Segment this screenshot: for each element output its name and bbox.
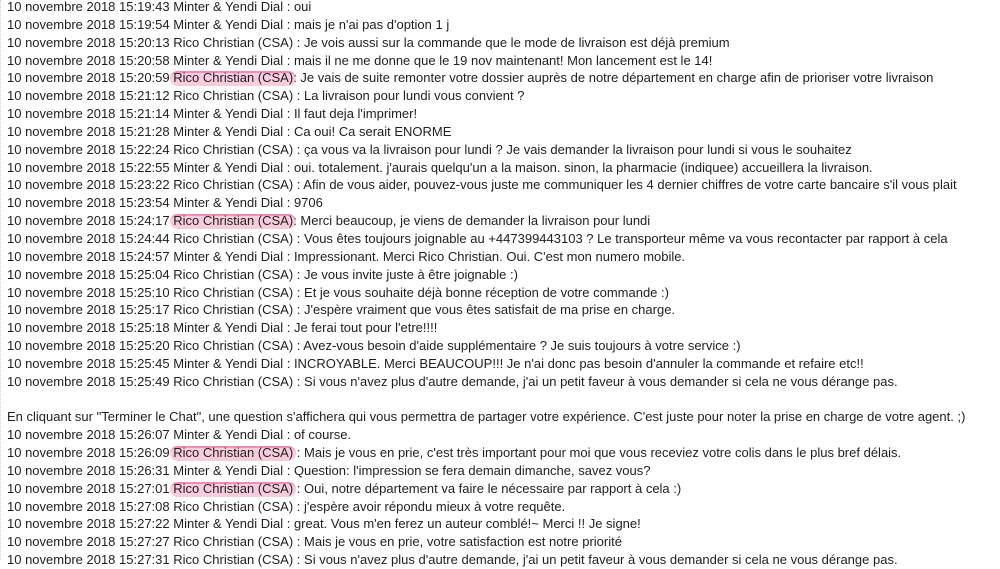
message-text: : oui bbox=[283, 0, 312, 14]
sender-name bbox=[173, 231, 293, 246]
chat-message bbox=[7, 319, 997, 337]
message-timestamp: 10 novembre 2018 15:25:20 bbox=[7, 338, 170, 354]
message-timestamp: 10 novembre 2018 15:22:24 bbox=[7, 141, 170, 157]
highlighted-sender-name bbox=[173, 70, 293, 85]
sender-name bbox=[173, 302, 293, 317]
sender-name bbox=[173, 267, 293, 282]
chat-message bbox=[7, 284, 997, 302]
message-timestamp: 10 novembre 2018 15:23:54 bbox=[7, 195, 170, 211]
message-text: : Si vous n'avez plus d'autre demande, j'ai un petit faveur à vous demander si cela ne vous dérange pas. bbox=[293, 373, 898, 389]
message-timestamp: 10 novembre 2018 15:27:27 bbox=[7, 534, 170, 550]
message-timestamp: 10 novembre 2018 15:22:55 bbox=[7, 159, 170, 175]
sender-name bbox=[173, 249, 283, 264]
chat-message bbox=[7, 141, 997, 159]
chat-log-part-1 bbox=[7, 0, 997, 391]
chat-message bbox=[7, 480, 997, 498]
chat-message bbox=[7, 533, 997, 551]
message-text: : mais je n'ai pas d'option 1 j bbox=[283, 16, 450, 32]
sender-label: Minter & Yendi Dial bbox=[173, 462, 284, 478]
sender-label: Minter & Yendi Dial bbox=[173, 355, 284, 371]
message-timestamp: 10 novembre 2018 15:25:45 bbox=[7, 355, 170, 371]
message-timestamp: 10 novembre 2018 15:27:22 bbox=[7, 516, 170, 532]
sender-label: Minter & Yendi Dial bbox=[173, 123, 284, 139]
message-timestamp: 10 novembre 2018 15:20:58 bbox=[7, 52, 170, 68]
sender-name bbox=[173, 106, 283, 121]
sender-label: Rico Christian (CSA) bbox=[173, 480, 294, 496]
sender-label: Rico Christian (CSA) bbox=[173, 338, 294, 354]
message-text: : Question: l'impression se fera demain dimanche, savez vous? bbox=[283, 462, 651, 478]
sender-name bbox=[173, 53, 283, 68]
sender-name bbox=[173, 17, 283, 32]
chat-message bbox=[7, 87, 997, 105]
sender-label: Minter & Yendi Dial bbox=[173, 52, 284, 68]
highlighted-sender-name bbox=[173, 445, 293, 460]
chat-message bbox=[7, 515, 997, 533]
sender-name bbox=[173, 427, 283, 442]
message-text: : Merci beaucoup, je viens de demander la livraison pour lundi bbox=[293, 213, 651, 229]
message-text: : 9706 bbox=[283, 195, 323, 211]
sender-label: Rico Christian (CSA) bbox=[173, 302, 294, 318]
message-text: : Je vois aussi sur la commande que le mode de livraison est déjà premium bbox=[293, 34, 730, 50]
sender-name bbox=[173, 356, 283, 371]
message-text: : Impressionant. Merci Rico Christian. Oui. C'est mon numero mobile. bbox=[283, 248, 686, 264]
sender-label: Minter & Yendi Dial bbox=[173, 248, 284, 264]
message-timestamp: 10 novembre 2018 15:21:12 bbox=[7, 88, 170, 104]
sender-label: Rico Christian (CSA) bbox=[173, 141, 294, 157]
sender-name bbox=[173, 374, 293, 389]
chat-message bbox=[7, 123, 997, 141]
sender-name bbox=[173, 516, 283, 531]
sender-label: Rico Christian (CSA) bbox=[173, 445, 294, 461]
sender-name bbox=[173, 338, 293, 353]
sender-name bbox=[173, 320, 283, 335]
message-timestamp: 10 novembre 2018 15:26:07 bbox=[7, 427, 170, 443]
message-timestamp: 10 novembre 2018 15:24:57 bbox=[7, 248, 170, 264]
message-text: : Mais je vous en prie, votre satisfaction est notre priorité bbox=[293, 534, 622, 550]
sender-label: Minter & Yendi Dial bbox=[173, 516, 284, 532]
sender-name bbox=[173, 177, 293, 192]
message-text: : Avez-vous besoin d'aide supplémentaire ? Je suis toujours à votre service :) bbox=[293, 338, 741, 354]
sender-label: Rico Christian (CSA) bbox=[173, 534, 294, 550]
message-text: : Si vous n'avez plus d'autre demande, j'ai un petit faveur à vous demander si cela ne vous dérange pas. bbox=[293, 552, 898, 568]
sender-label: Rico Christian (CSA) bbox=[173, 266, 294, 282]
message-text: : J'espère vraiment que vous êtes satisfait de ma prise en charge. bbox=[293, 302, 676, 318]
sender-name bbox=[173, 142, 293, 157]
sender-label: Rico Christian (CSA) bbox=[173, 373, 294, 389]
message-timestamp: 10 novembre 2018 15:25:17 bbox=[7, 302, 170, 318]
message-timestamp: 10 novembre 2018 15:26:09 bbox=[7, 445, 170, 461]
sender-name bbox=[173, 124, 283, 139]
message-text: : j'espère avoir répondu mieux à votre requête. bbox=[293, 498, 566, 514]
message-timestamp: 10 novembre 2018 15:25:10 bbox=[7, 284, 170, 300]
chat-message bbox=[7, 105, 997, 123]
chat-message bbox=[7, 16, 997, 34]
message-text: : Vous êtes toujours joignable au +447399443103 ? Le transporteur même va vous recontacter par rapport à cela bbox=[293, 230, 948, 246]
chat-message bbox=[7, 373, 997, 391]
sender-name bbox=[173, 88, 293, 103]
chat-message bbox=[7, 248, 997, 266]
sender-name bbox=[173, 534, 293, 549]
chat-message bbox=[7, 159, 997, 177]
message-text: : Il faut deja l'imprimer! bbox=[283, 106, 418, 122]
chat-transcript bbox=[7, 0, 997, 569]
message-timestamp: 10 novembre 2018 15:25:49 bbox=[7, 373, 170, 389]
message-timestamp: 10 novembre 2018 15:27:31 bbox=[7, 552, 170, 568]
message-timestamp: 10 novembre 2018 15:24:17 bbox=[7, 213, 170, 229]
message-text: : Afin de vous aider, pouvez-vous juste me communiquer les 4 dernier chiffres de votre carte bancaire s'il vous plait bbox=[293, 177, 957, 193]
blank-line bbox=[7, 391, 997, 409]
highlighted-sender-name bbox=[173, 213, 293, 228]
message-timestamp: 10 novembre 2018 15:27:01 bbox=[7, 480, 170, 496]
chat-message bbox=[7, 444, 997, 462]
chat-message bbox=[7, 266, 997, 284]
message-timestamp: 10 novembre 2018 15:26:31 bbox=[7, 462, 170, 478]
highlighted-sender-name bbox=[173, 481, 293, 496]
message-text: : Ca oui! Ca serait ENORME bbox=[283, 123, 452, 139]
sender-label: Rico Christian (CSA) bbox=[173, 498, 294, 514]
chat-message bbox=[7, 194, 997, 212]
chat-message bbox=[7, 301, 997, 319]
message-text: : Mais je vous en prie, c'est très important pour moi que vous receviez votre colis dans le plus bref délais. bbox=[293, 445, 902, 461]
message-text: : of course. bbox=[283, 427, 352, 443]
sender-label: Rico Christian (CSA) bbox=[173, 230, 294, 246]
sender-label: Rico Christian (CSA) bbox=[173, 34, 294, 50]
message-text: : Je vais de suite remonter votre dossier auprès de notre département en charge afin de prioriser votre livraison bbox=[293, 70, 934, 86]
message-text: : La livraison pour lundi vous convient ? bbox=[293, 88, 525, 104]
sender-label: Rico Christian (CSA) bbox=[173, 552, 294, 568]
sender-name bbox=[173, 285, 293, 300]
message-timestamp: 10 novembre 2018 15:25:18 bbox=[7, 320, 170, 336]
sender-name bbox=[173, 195, 283, 210]
message-timestamp: 10 novembre 2018 15:24:44 bbox=[7, 230, 170, 246]
sender-label: Rico Christian (CSA) bbox=[173, 70, 294, 86]
chat-message bbox=[7, 34, 997, 52]
sender-label: Rico Christian (CSA) bbox=[173, 213, 294, 229]
message-timestamp: 10 novembre 2018 15:25:04 bbox=[7, 266, 170, 282]
chat-message bbox=[7, 426, 997, 444]
chat-message bbox=[7, 355, 997, 373]
message-timestamp: 10 novembre 2018 15:19:54 bbox=[7, 16, 170, 32]
message-timestamp: 10 novembre 2018 15:21:14 bbox=[7, 106, 170, 122]
message-text: : mais il ne me donne que le 19 nov maintenant! Mon lancement est le 14! bbox=[283, 52, 713, 68]
message-text: : oui. totalement. j'aurais quelqu'un a la maison. sinon, la pharmacie (indiquee) accueillera la livraison. bbox=[283, 159, 873, 175]
message-text: : Et je vous souhaite déjà bonne réception de votre commande :) bbox=[293, 284, 669, 300]
sender-label: Minter & Yendi Dial bbox=[173, 159, 284, 175]
message-text: : Je vous invite juste à être joignable :) bbox=[293, 266, 518, 282]
chat-log-part-2 bbox=[7, 426, 997, 569]
message-text: : great. Vous m'en ferez un auteur comblé!~ Merci !! Je signe! bbox=[283, 516, 641, 532]
sender-label: Minter & Yendi Dial bbox=[173, 320, 284, 336]
chat-message bbox=[7, 176, 997, 194]
sender-name bbox=[173, 499, 293, 514]
message-text: : INCROYABLE. Merci BEAUCOUP!!! Je n'ai donc pas besoin d'annuler la commande et refaire etc!! bbox=[283, 355, 864, 371]
message-text: : Oui, notre département va faire le nécessaire par rapport à cela :) bbox=[293, 480, 682, 496]
sender-name bbox=[173, 35, 293, 50]
sender-label: Rico Christian (CSA) bbox=[173, 88, 294, 104]
sender-label: Rico Christian (CSA) bbox=[173, 177, 294, 193]
chat-message bbox=[7, 551, 997, 569]
chat-message bbox=[7, 462, 997, 480]
chat-message bbox=[7, 69, 997, 87]
message-timestamp: 10 novembre 2018 15:19:43 bbox=[7, 0, 170, 14]
sender-label: Minter & Yendi Dial bbox=[173, 16, 284, 32]
message-text: : Je ferai tout pour l'etre!!!! bbox=[283, 320, 438, 336]
message-timestamp: 10 novembre 2018 15:21:28 bbox=[7, 123, 170, 139]
message-text: : ça vous va la livraison pour lundi ? Je vais demander la livraison pour lundi si vous le souhaitez bbox=[293, 141, 852, 157]
message-timestamp: 10 novembre 2018 15:23:22 bbox=[7, 177, 170, 193]
message-timestamp: 10 novembre 2018 15:20:59 bbox=[7, 70, 170, 86]
sender-label: Minter & Yendi Dial bbox=[173, 0, 284, 14]
sender-name bbox=[173, 0, 283, 14]
message-timestamp: 10 novembre 2018 15:27:08 bbox=[7, 498, 170, 514]
sender-label: Rico Christian (CSA) bbox=[173, 284, 294, 300]
chat-message bbox=[7, 0, 997, 16]
sender-label: Minter & Yendi Dial bbox=[173, 106, 284, 122]
sender-label: Minter & Yendi Dial bbox=[173, 195, 284, 211]
chat-end-notice: En cliquant sur "Terminer le Chat", une question s'affichera qui vous permettra de partager votre expérience. C'est juste pour noter la prise en charge de votre agent. ;) bbox=[7, 409, 966, 425]
sender-name bbox=[173, 160, 283, 175]
message-timestamp: 10 novembre 2018 15:20:13 bbox=[7, 34, 170, 50]
sender-label: Minter & Yendi Dial bbox=[173, 427, 284, 443]
chat-message bbox=[7, 230, 997, 248]
sender-name bbox=[173, 463, 283, 478]
chat-message bbox=[7, 212, 997, 230]
chat-message bbox=[7, 337, 997, 355]
chat-message bbox=[7, 498, 997, 516]
chat-message bbox=[7, 52, 997, 70]
